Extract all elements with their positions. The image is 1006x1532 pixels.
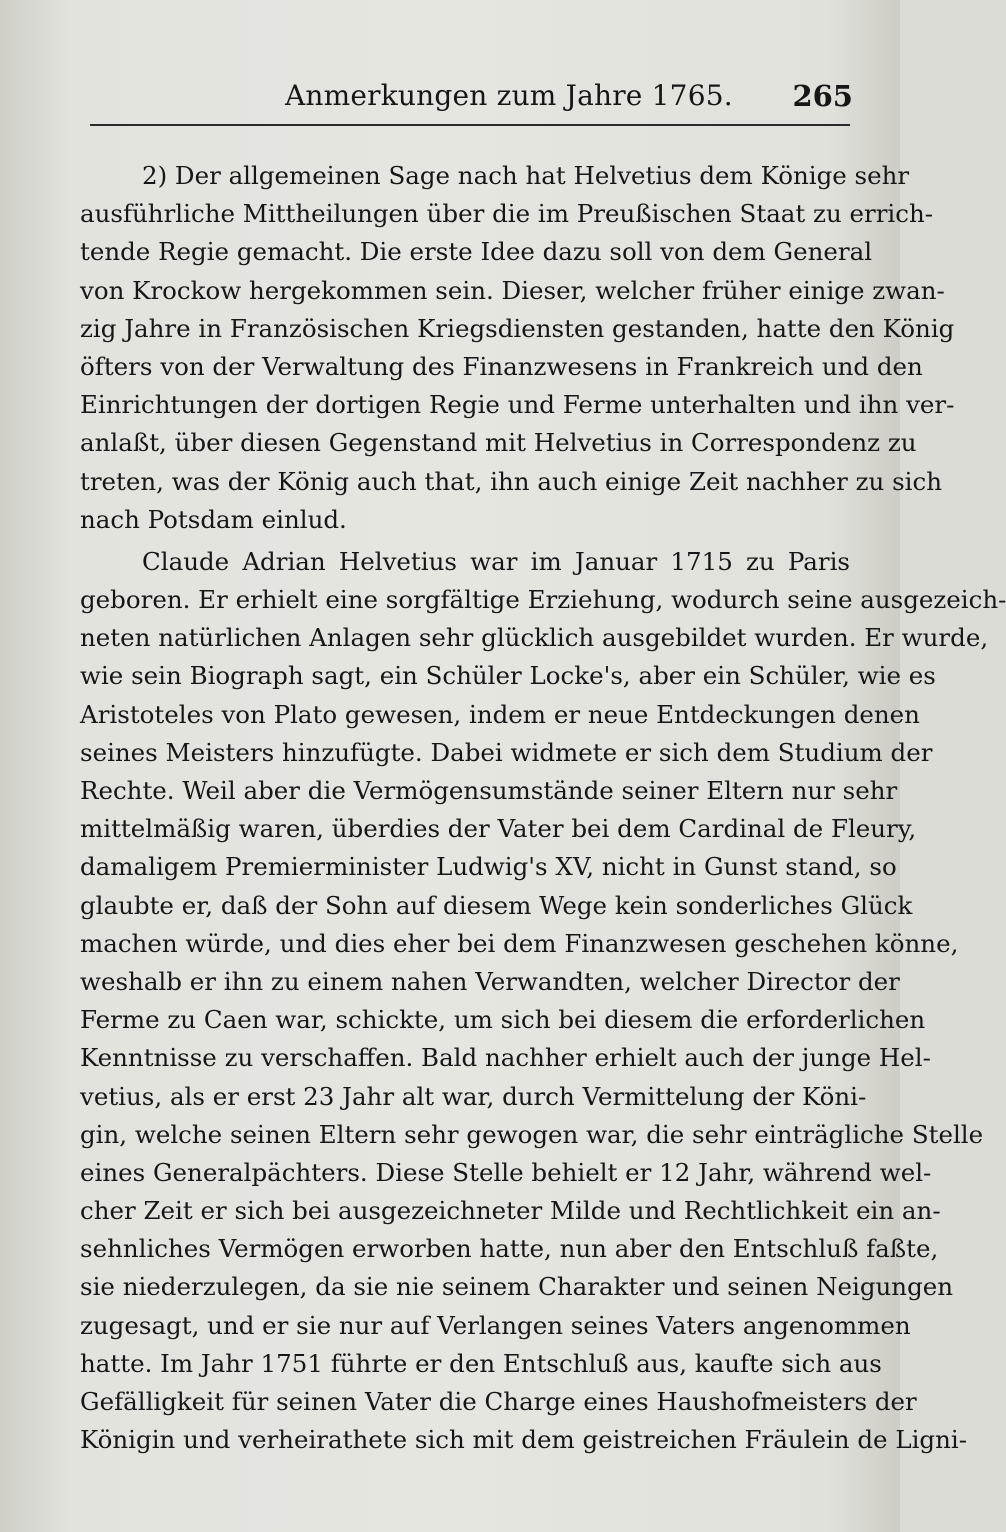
text-line: treten, was der König auch that, ihn auch einige Zeit nachher zu sich (80, 466, 942, 496)
text-line: Königin und verheirathete sich mit dem geistreichen Fräulein de Ligni- (80, 1425, 968, 1455)
header-rule (90, 124, 850, 126)
text-line: Einrichtungen der dortigen Regie und Ferme unterhalten und ihn ver- (80, 390, 955, 420)
text-line: tende Regie gemacht. Die erste Idee dazu soll von dem General (80, 237, 873, 267)
running-title: Anmerkungen zum Jahre 1765. (285, 79, 733, 112)
text-line: Claude Adrian Helvetius war im Januar 1715 zu Paris (142, 546, 850, 576)
text-line: Ferme zu Caen war, schickte, um sich bei diesem die erforderlichen (80, 1005, 926, 1035)
running-header (90, 76, 855, 116)
text-line: machen würde, und dies eher bei dem Finanzwesen geschehen könne, (80, 928, 959, 958)
body-text (80, 157, 1006, 1459)
text-line: eines Generalpächters. Diese Stelle behielt er 12 Jahr, während wel- (80, 1157, 932, 1187)
text-line: ausführliche Mittheilungen über die im Preußischen Staat zu errich- (80, 199, 934, 229)
text-line: damaligem Premierminister Ludwig's XV, nicht in Gunst stand, so (80, 852, 897, 882)
text-line: mittelmäßig waren, überdies der Vater bei dem Cardinal de Fleury, (80, 814, 917, 844)
text-line: von Krockow hergekommen sein. Dieser, welcher früher einige zwan- (80, 275, 945, 305)
note-paragraph (80, 157, 955, 539)
text-line: zugesagt, und er sie nur auf Verlangen seines Vaters angenommen (80, 1310, 911, 1340)
text-line: neten natürlichen Anlagen sehr glücklich ausgebildet wurden. Er wurde, (80, 623, 989, 653)
text-line: glaubte er, daß der Sohn auf diesem Wege kein sonderliches Glück (80, 890, 913, 920)
text-line: Gefälligkeit für seinen Vater die Charge eines Haushofmeisters der (80, 1387, 917, 1416)
text-line: Rechte. Weil aber die Vermögensumstände seiner Eltern nur sehr (80, 776, 898, 805)
text-line: weshalb er ihn zu einem nahen Verwandten, welcher Director der (80, 966, 900, 996)
text-line: öfters von der Verwaltung des Finanzwesens in Frankreich und den (80, 351, 923, 381)
text-line: nach Potsdam einlud. (80, 504, 347, 534)
text-line: gin, welche seinen Eltern sehr gewogen war, die sehr einträgliche Stelle (80, 1119, 984, 1149)
page-number: 265 (792, 79, 853, 113)
text-line: hatte. Im Jahr 1751 führte er den Entschluß aus, kaufte sich aus (80, 1348, 882, 1378)
text-line: sie niederzulegen, da sie nie seinem Charakter und seinen Neigungen (80, 1272, 954, 1302)
text-line: geboren. Er erhielt eine sorgfältige Erziehung, wodurch seine ausgezeich- (80, 585, 1006, 615)
text-line: 2) Der allgemeinen Sage nach hat Helvetius dem Könige sehr (142, 161, 910, 190)
text-line: cher Zeit er sich bei ausgezeichneter Milde und Rechtlichkeit ein an- (80, 1196, 941, 1226)
text-line: seines Meisters hinzufügte. Dabei widmete er sich dem Studium der (80, 737, 933, 767)
text-line: Aristoteles von Plato gewesen, indem er neue Entdeckungen denen (80, 699, 920, 729)
biography-paragraph (80, 543, 1006, 1460)
text-line: wie sein Biograph sagt, ein Schüler Locke's, aber ein Schüler, wie es (80, 661, 936, 691)
text-line: anlaßt, über diesen Gegenstand mit Helvetius in Correspondenz zu (80, 428, 917, 458)
text-line: Kenntnisse zu verschaffen. Bald nachher erhielt auch der junge Hel- (80, 1043, 931, 1073)
text-line: sehnliches Vermögen erworben hatte, nun aber den Entschluß faßte, (80, 1234, 939, 1264)
text-line: vetius, als er erst 23 Jahr alt war, durch Vermittelung der Köni- (80, 1081, 867, 1111)
text-line: zig Jahre in Französischen Kriegsdiensten gestanden, hatte den König (80, 313, 955, 343)
